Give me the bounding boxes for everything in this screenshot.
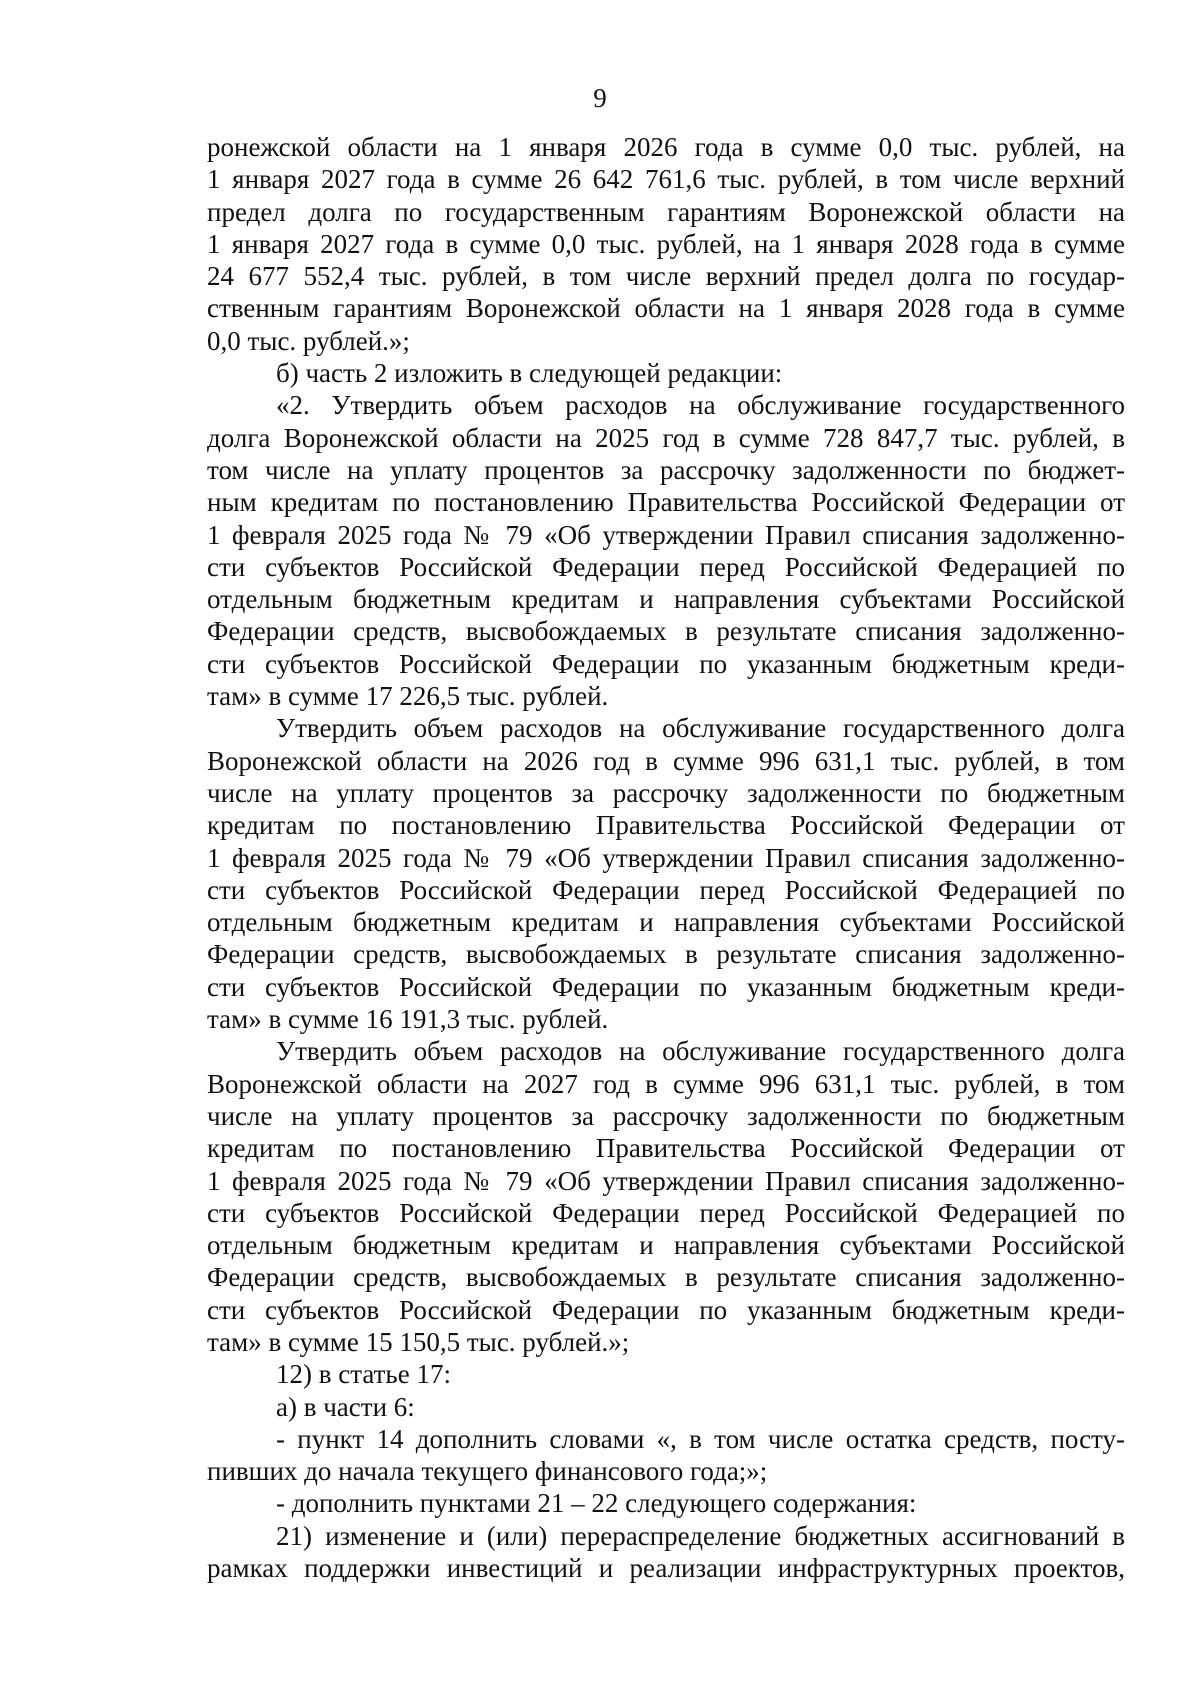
text-line: 1 февраля 2025 года № 79 «Об утверждении Правил списания задолженно- [207, 519, 1125, 550]
text-line: сти субъектов Российской Федерации по указанным бюджетным креди- [207, 648, 1125, 679]
text-line: пивших до начала текущего финансового года;»; [207, 1456, 768, 1487]
text-line: Федерации средств, высвобождаемых в результате списания задолженно- [207, 1262, 1125, 1293]
text-line: сти субъектов Российской Федерации перед Российской Федерацией по [207, 551, 1125, 582]
text-line: 1 февраля 2025 года № 79 «Об утверждении Правил списания задолженно- [207, 1165, 1125, 1196]
text-line: ронежской области на 1 января 2026 года в сумме 0,0 тыс. рублей, на [207, 132, 1125, 162]
text-line: кредитам по постановлению Правительства Российской Федерации от [207, 810, 1125, 841]
text-line: Воронежской области на 2027 год в сумме 996 631,1 тыс. рублей, в том [207, 1068, 1125, 1099]
text-line: ным кредитам по постановлению Правительства Российской Федерации от [207, 487, 1125, 518]
text-line: Утвердить объем расходов на обслуживание государственного долга [276, 713, 1125, 744]
document-body [207, 131, 1125, 1584]
text-line: б) часть 2 изложить в следующей редакции: [276, 358, 783, 389]
text-line: - пункт 14 дополнить словами «, в том числе остатка средств, посту- [276, 1423, 1125, 1454]
text-line: ственным гарантиям Воронежской области на 1 января 2028 года в сумме [207, 293, 1125, 324]
text-line: Федерации средств, высвобождаемых в результате списания задолженно- [207, 616, 1125, 647]
text-line: предел долга по государственным гарантиям Воронежской области на [207, 196, 1125, 227]
text-line: - дополнить пунктами 21 – 22 следующего содержания: [276, 1488, 917, 1519]
text-line: сти субъектов Российской Федерации перед Российской Федерацией по [207, 874, 1125, 905]
text-line: «2. Утвердить объем расходов на обслуживание государственного [276, 390, 1125, 421]
text-line: 12) в статье 17: [276, 1359, 451, 1390]
text-line: там» в сумме 17 226,5 тыс. рублей. [207, 681, 609, 712]
text-line: 1 февраля 2025 года № 79 «Об утверждении Правил списания задолженно- [207, 842, 1125, 873]
text-line: 0,0 тыс. рублей.»; [207, 325, 410, 356]
text-line: там» в сумме 15 150,5 тыс. рублей.»; [207, 1326, 630, 1357]
text-line: отдельным бюджетным кредитам и направления субъектами Российской [207, 907, 1125, 938]
text-line: Утвердить объем расходов на обслуживание государственного долга [276, 1036, 1125, 1067]
text-line: отдельным бюджетным кредитам и направления субъектами Российской [207, 1230, 1125, 1261]
text-line: 1 января 2027 года в сумме 26 642 761,6 тыс. рублей, в том числе верхний [207, 164, 1125, 195]
text-line: отдельным бюджетным кредитам и направления субъектами Российской [207, 584, 1125, 615]
text-line: долга Воронежской области на 2025 год в сумме 728 847,7 тыс. рублей, в [207, 422, 1125, 453]
text-line: 24 677 552,4 тыс. рублей, в том числе верхний предел долга по государ- [207, 261, 1125, 292]
page-number: 9 [593, 83, 607, 113]
text-line: кредитам по постановлению Правительства Российской Федерации от [207, 1133, 1125, 1164]
text-line: Федерации средств, высвобождаемых в результате списания задолженно- [207, 939, 1125, 970]
text-line: числе на уплату процентов за рассрочку задолженности по бюджетным [207, 1100, 1125, 1131]
text-line: рамках поддержки инвестиций и реализации инфраструктурных проектов, [207, 1553, 1125, 1584]
text-line: там» в сумме 16 191,3 тыс. рублей. [207, 1004, 609, 1035]
text-line: сти субъектов Российской Федерации по указанным бюджетным креди- [207, 971, 1125, 1002]
text-line: сти субъектов Российской Федерации по указанным бюджетным креди- [207, 1294, 1125, 1325]
text-line: Воронежской области на 2026 год в сумме 996 631,1 тыс. рублей, в том [207, 745, 1125, 776]
text-line: а) в части 6: [276, 1391, 415, 1422]
text-line: том числе на уплату процентов за рассрочку задолженности по бюджет- [207, 454, 1125, 485]
text-line: числе на уплату процентов за рассрочку задолженности по бюджетным [207, 777, 1125, 808]
text-line: сти субъектов Российской Федерации перед Российской Федерацией по [207, 1197, 1125, 1228]
text-line: 1 января 2027 года в сумме 0,0 тыс. рублей, на 1 января 2028 года в сумме [207, 228, 1125, 259]
text-line: 21) изменение и (или) перераспределение бюджетных ассигнований в [276, 1520, 1125, 1551]
